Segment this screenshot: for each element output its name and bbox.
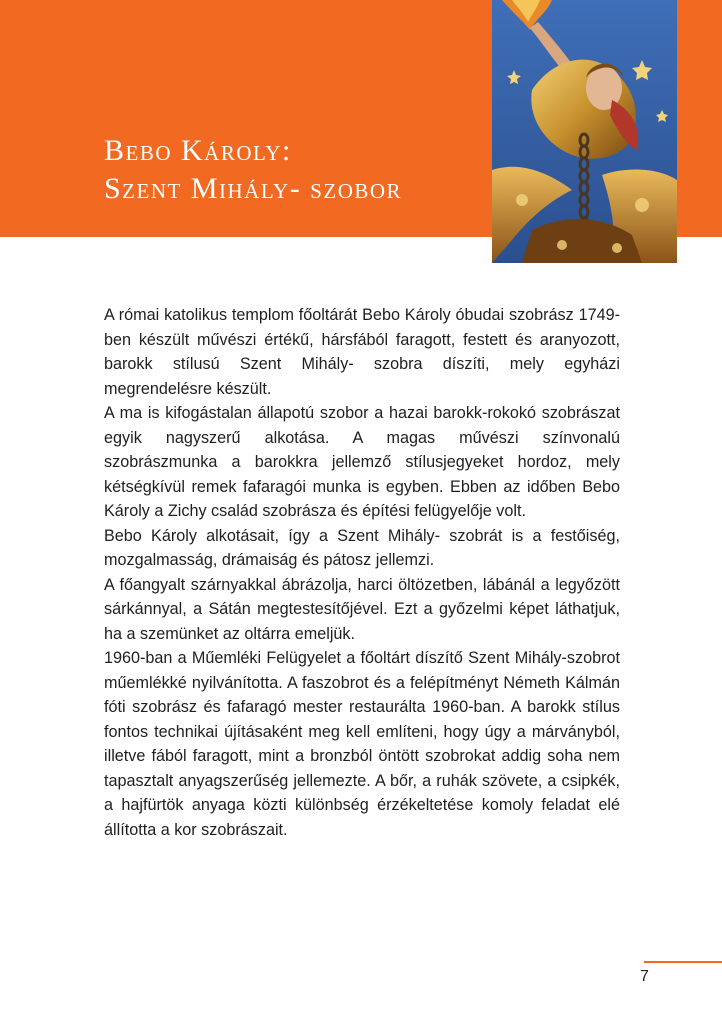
page-number: 7 bbox=[640, 968, 649, 985]
page-number-rule bbox=[644, 961, 722, 963]
title-line-1: Bebo Károly: bbox=[104, 134, 292, 167]
paragraph: Bebo Károly alkotásait, így a Szent Mihály- szobrát is a festőiség, mozgalmasság, drámaiság és pátosz jellemzi. bbox=[104, 526, 620, 569]
saint-michael-statue-photo bbox=[492, 0, 677, 263]
page-title bbox=[104, 132, 402, 208]
paragraph: 1960-ban a Műemléki Felügyelet a főoltárt díszítő Szent Mihály-szobrot műemlékké nyilvánította. A faszobrot és a felépítményt Németh Kálmán fóti szobrász és fafaragó mester restaurálta 1960-ban. A barokk stílus fontos technikai újításaként meg kell említeni, hogy úgy a márványból, illetve fából faragott, mint a bronzból öntött szobrokat addig soha nem tapasztalt anyagszerűség jellemezte. A bőr, a ruhák szövete, a csipkék, a hajfürtök anyaga közti különbség érzékeltetése komoly feladat elé állította a kor szobrászait. bbox=[104, 649, 620, 839]
paragraph: A ma is kifogástalan állapotú szobor a hazai barokk-rokokó szobrászat egyik nagyszerű alkotása. A magas művészi színvonalú szobrászmunka a barokkra jellemző stílusjegyeket hordoz, mely kétségkívül remek fafaragói munka is egyben. Ebben az időben Bebo Károly a Zichy család szobrásza és építési felügyelője volt. bbox=[104, 404, 620, 520]
article-body bbox=[104, 303, 620, 842]
paragraph: A főangyalt szárnyakkal ábrázolja, harci öltözetben, lábánál a legyőzött sárkánnyal, a Sátán megtestesítőjével. Ezt a győzelmi képet láthatjuk, ha a szemünket az oltárra emeljük. bbox=[104, 575, 620, 643]
paragraph: A római katolikus templom főoltárát Bebo Károly óbudai szobrász 1749-ben készült művészi értékű, hársfából faragott, festett és aranyozott, barokk stílusú Szent Mihály- szobra díszíti, mely egyházi megrendelésre készült. bbox=[104, 306, 620, 398]
title-line-2: Szent Mihály- szobor bbox=[104, 172, 403, 205]
